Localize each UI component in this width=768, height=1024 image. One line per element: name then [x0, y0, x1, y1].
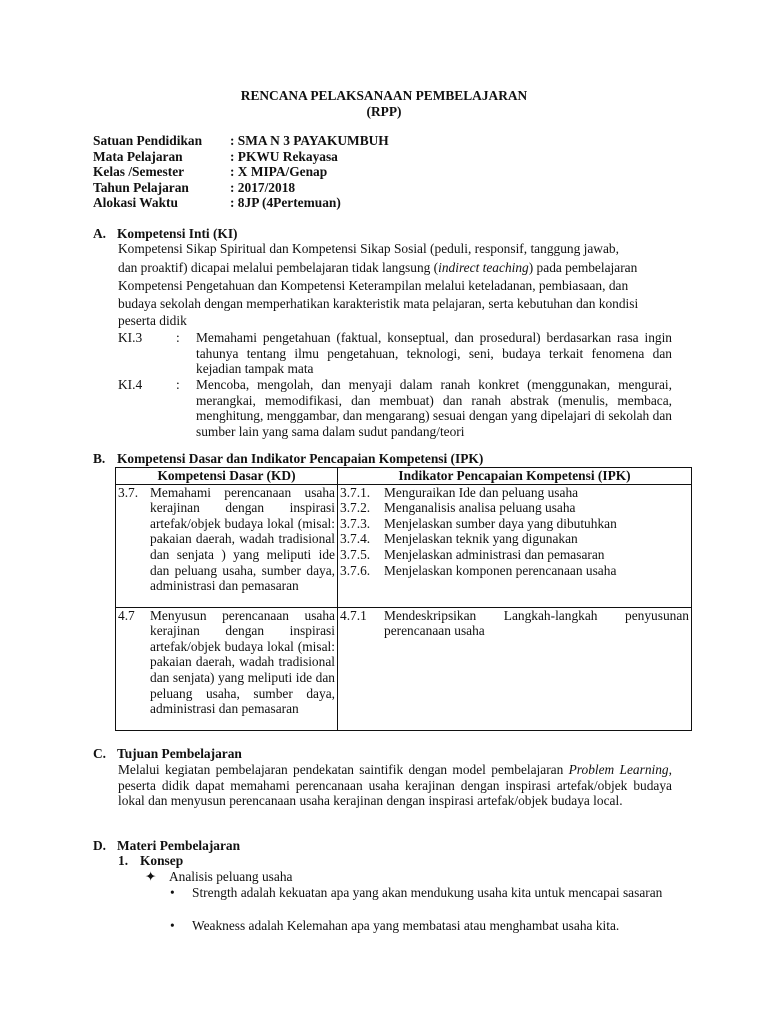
ipk-number: 3.7.5. — [340, 546, 371, 562]
table-row — [116, 484, 692, 607]
list-item-text: Weakness adalah Kelemahan apa yang membatasi atau menghambat usaha kita. — [192, 918, 620, 933]
info-label: Satuan Pendidikan — [93, 133, 203, 148]
info-value: : 8JP (4Pertemuan) — [230, 195, 341, 211]
kd-ipk-table — [115, 467, 692, 731]
section-letter: B. — [93, 451, 106, 466]
ki-code: KI.4 — [118, 377, 143, 392]
section-letter: C. — [93, 746, 107, 761]
ki4-item — [118, 377, 672, 439]
table-header-ipk: Indikator Pencapaian Kompetensi (IPK) — [338, 468, 692, 485]
info-label: Kelas /Semester — [93, 164, 185, 180]
kd-cell — [116, 484, 338, 607]
info-row — [93, 164, 389, 180]
list-item-text: Strength adalah kekuatan apa yang akan mendukung usaha kita untuk mencapai sasaran — [192, 885, 663, 900]
star-item-text: Analisis peluang usaha — [169, 869, 293, 884]
ipk-cell — [338, 607, 692, 730]
table-row — [116, 607, 692, 730]
section-title: Tujuan Pembelajaran — [117, 746, 242, 761]
info-row — [93, 149, 389, 165]
ipk-text: Menganalisis analisa peluang usaha — [384, 500, 576, 516]
ki-intro-text: budaya sekolah dengan memperhatikan karakteristik mata pelajaran, serta kebutuhan dan kondisi — [118, 296, 639, 311]
kd-number: 3.7. — [118, 484, 139, 500]
ipk-item — [340, 608, 689, 639]
identity-block — [93, 133, 389, 211]
star-list-item — [145, 869, 292, 885]
ki-intro-text: peserta didik — [118, 313, 187, 328]
kd-cell — [116, 607, 338, 730]
ki-intro-text: dan proaktif) dicapai melalui pembelajaran tidak langsung ( — [118, 260, 439, 275]
ipk-number: 3.7.4. — [340, 531, 371, 547]
ipk-number: 3.7.2. — [340, 500, 371, 516]
ki-text: Mencoba, mengolah, dan menyaji dalam ranah konkret (menggunakan, mengurai, merangkai, memodifikasi, dan membuat) dan ranah abstrak (menulis, membaca, menghitung, menggambar, dan mengarang) sesuai dengan yang dipelajari di sekolah dan sumber lain yang sama dalam sudut pandang/teori — [196, 377, 672, 439]
ki-intro-line — [118, 260, 672, 276]
info-label: Tahun Pelajaran — [93, 179, 189, 195]
ipk-number: 3.7.3. — [340, 515, 371, 531]
ipk-text: Menjelaskan administrasi dan pemasaran — [384, 546, 605, 562]
tujuan-italic: Problem Learning — [568, 762, 669, 777]
ki-intro-italic: indirect teaching — [438, 260, 529, 275]
section-letter: A. — [93, 226, 107, 241]
document-title — [0, 88, 768, 119]
section-d-heading — [93, 838, 240, 854]
ki-colon: : — [176, 330, 180, 345]
ipk-text: Mendeskripsikan Langkah-langkah penyusunan perencanaan usaha — [384, 607, 689, 639]
ipk-item — [340, 500, 689, 516]
table-header-kd: Kompetensi Dasar (KD) — [116, 468, 338, 485]
ki-intro-text: Kompetensi Pengetahuan dan Kompetensi Keterampilan melalui keteladanan, pembiasaan, dan — [118, 278, 629, 293]
tujuan-text: , peserta didik dapat memahami perencanaan usaha kerajinan dengan inspirasi artefak/objek budaya lokal dan menyusun perencanaan usaha kerajinan dengan inspirasi artefak/objek budaya local. — [118, 762, 672, 809]
subsection-number: 1. — [118, 853, 129, 868]
ki-intro-text: ) pada pembelajaran — [528, 260, 638, 275]
ipk-number: 4.7.1 — [340, 607, 367, 623]
kd-text: Menyusun perencanaan usaha kerajinan dengan inspirasi artefak/objek budaya lokal (misal: pakaian daerah, wadah tradisional dan senjata) yang meliputi ide dan peluang usaha, sumber daya, administrasi dan pemasaran — [150, 607, 335, 717]
ki-colon: : — [176, 377, 180, 392]
info-row — [93, 195, 389, 211]
info-label: Alokasi Waktu — [93, 195, 178, 211]
ipk-item — [340, 547, 689, 563]
info-value: : 2017/2018 — [230, 179, 296, 195]
tujuan-text: Melalui kegiatan pembelajaran pendekatan saintifik dengan model pembelajaran — [118, 762, 569, 777]
ipk-item — [340, 531, 689, 547]
list-item — [170, 918, 672, 934]
section-title: Kompetensi Dasar dan Indikator Pencapaian Kompetensi (IPK) — [117, 451, 484, 466]
ipk-text: Menguraikan Ide dan peluang usaha — [384, 484, 579, 500]
info-row — [93, 133, 389, 149]
ipk-text: Menjelaskan komponen perencanaan usaha — [384, 562, 617, 578]
ki-text: Memahami pengetahuan (faktual, konseptual, dan prosedural) berdasarkan rasa ingin tahunya tentang ilmu pengetahuan, teknologi, seni, budaya terkait fenomena dan kejadian tampak mata — [196, 330, 672, 377]
subsection-title: Konsep — [140, 853, 184, 868]
tujuan-paragraph — [118, 762, 672, 809]
info-value: : PKWU Rekayasa — [230, 148, 338, 164]
kd-text: Memahami perencanaan usaha kerajinan dengan inspirasi artefak/objek budaya lokal (misal: pakaian daerah, wadah tradisional dan senjata ) yang meliputi ide dan peluang usaha, sumber daya, administrasi dan pemasaran — [150, 484, 335, 594]
ki-intro-text: Kompetensi Sikap Spiritual dan Kompetensi Sikap Sosial (peduli, responsif, tanggung jawab, — [118, 241, 619, 256]
section-title: Kompetensi Inti (KI) — [117, 226, 238, 241]
table-header-row — [116, 468, 692, 485]
bullet-dot-icon: • — [170, 918, 175, 933]
ipk-number: 3.7.6. — [340, 562, 371, 578]
ipk-number: 3.7.1. — [340, 484, 371, 500]
info-value: : SMA N 3 PAYAKUMBUH — [230, 133, 389, 148]
list-item — [170, 885, 672, 901]
info-value: : X MIPA/Genap — [230, 164, 328, 180]
ipk-cell — [338, 484, 692, 607]
section-title: Materi Pembelajaran — [117, 838, 241, 853]
ipk-text: Menjelaskan sumber daya yang dibutuhkan — [384, 515, 617, 531]
info-row — [93, 180, 389, 196]
ki-intro-line — [118, 313, 672, 329]
bullet-dot-icon: • — [170, 885, 175, 900]
section-a-heading — [93, 226, 238, 242]
info-label: Mata Pelajaran — [93, 148, 183, 164]
section-c-heading — [93, 746, 242, 762]
ipk-item — [340, 563, 689, 579]
subsection-konsep — [118, 853, 183, 869]
title-line-1: RENCANA PELAKSANAAN PEMBELAJARAN — [240, 88, 528, 103]
ki-code: KI.3 — [118, 330, 143, 345]
ipk-item — [340, 516, 689, 532]
ki3-item — [118, 330, 672, 377]
ki-intro-line — [118, 241, 672, 257]
section-b-heading — [93, 451, 483, 467]
title-line-2: (RPP) — [366, 103, 402, 119]
ipk-text: Menjelaskan teknik yang digunakan — [384, 531, 578, 547]
ki-intro-line — [118, 296, 672, 312]
star-bullet-icon: ✦ — [145, 869, 157, 884]
kd-number: 4.7 — [118, 607, 135, 623]
ipk-item — [340, 485, 689, 501]
section-letter: D. — [93, 838, 107, 853]
ki-intro-line — [118, 278, 672, 294]
